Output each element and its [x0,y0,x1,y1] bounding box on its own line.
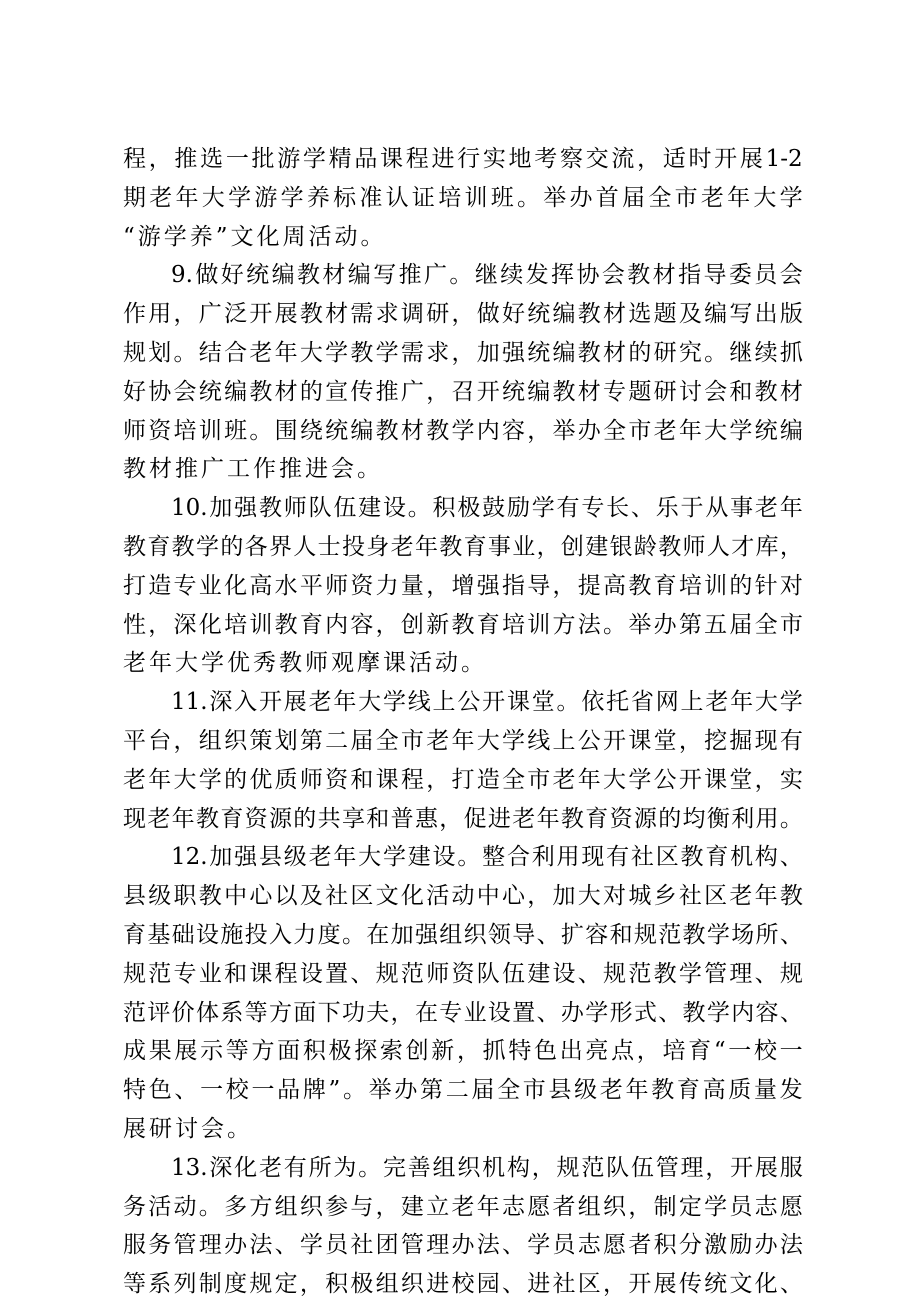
text-line: 期 老 年 大 学 游 学 养 标 准 认 证 培 训 班 。 举 办 首 届 全 市 老 年 大 学 [123,184,803,211]
document-body [123,140,803,1304]
text-line: 好 协 会 统 编 教 材 的 宣 传 推 广 ， 召 开 统 编 教 材 专 题 研 讨 会 和 教 材 [123,378,803,405]
text-line: 成 果 展 示 等 方 面 积 极 探 索 创 新 ， 抓 特 色 出 亮 点 ， 培 育 “ 一 校 一 [123,1038,803,1065]
text-line: 打 造 专 业 化 高 水 平 师 资 力 量 ， 增 强 指 导 ， 提 高 教 育 培 训 的 针 对 [123,572,803,599]
text-line: 务 活 动 。 多 方 组 织 参 与 ， 建 立 老 年 志 愿 者 组 织 ， 制 定 学 员 志 愿 [123,1193,803,1220]
text-line: 服 务 管 理 办 法 、 学 员 社 团 管 理 办 法 、 学 员 志 愿 者 积 分 激 励 办 法 [123,1232,803,1259]
text-line: 育 基 础 设 施 投 入 力 度 。 在 加 强 组 织 领 导 、 扩 容 和 规 范 教 学 场 所 、 [123,921,803,948]
text-line: 规 范 专 业 和 课 程 设 置 、 规 范 师 资 队 伍 建 设 、 规 范 教 学 管 理 、 规 [123,960,803,987]
text-line: 展 研 讨 会 。 [123,1115,253,1142]
text-line: 12. 加 强 县 级 老 年 大 学 建 设 。 整 合 利 用 现 有 社 区 教 育 机 构 、 [171,844,803,871]
text-line: 程 ， 推 选 一 批 游 学 精 品 课 程 进 行 实 地 考 察 交 流 ， 适 时 开 展 1-2 [123,146,803,172]
text-line: 教 材 推 广 工 作 推 进 会 。 [123,456,383,483]
text-line: 13. 深 化 老 有 所 为 。 完 善 组 织 机 构 ， 规 范 队 伍 管 理 ， 开 展 服 [171,1154,803,1181]
text-line: 现 老 年 教 育 资 源 的 共 享 和 普 惠 ， 促 进 老 年 教 育 资 源 的 均 衡 利 用 。 [123,805,803,832]
text-line: 11. 深 入 开 展 老 年 大 学 线 上 公 开 课 堂 。 依 托 省 网 上 老 年 大 学 [171,689,803,716]
text-line: 师 资 培 训 班 。 围 绕 统 编 教 材 教 学 内 容 ， 举 办 全 市 老 年 大 学 统 编 [123,417,803,444]
text-line: 老 年 大 学 的 优 质 师 资 和 课 程 ， 打 造 全 市 老 年 大 学 公 开 课 堂 ， 实 [123,766,803,793]
text-line: 范 评 价 体 系 等 方 面 下 功 夫 ， 在 专 业 设 置 、 办 学 形 式 、 教 学 内 容 、 [123,999,803,1026]
text-line: 教 育 教 学 的 各 界 人 士 投 身 老 年 教 育 事 业 ， 创 建 银 龄 教 师 人 才 库 ， [123,533,803,560]
text-line: 老 年 大 学 优 秀 教 师 观 摩 课 活 动 。 [123,650,487,677]
text-line: “ 游 学 养 ” 文 化 周 活 动 。 [123,223,387,250]
text-line: 9. 做 好 统 编 教 材 编 写 推 广 。 继 续 发 挥 协 会 教 材 指 导 委 员 会 [171,262,803,289]
text-line: 县 级 职 教 中 心 以 及 社 区 文 化 活 动 中 心 ， 加 大 对 城 乡 社 区 老 年 教 [123,883,803,910]
text-line: 性 ， 深 化 培 训 教 育 内 容 ， 创 新 教 育 培 训 方 法 。 举 办 第 五 届 全 市 [123,611,803,638]
text-line: 特 色 、 一 校 一 品 牌 ” 。 举 办 第 二 届 全 市 县 级 老 年 教 育 高 质 量 发 [123,1077,803,1104]
text-line: 10. 加 强 教 师 队 伍 建 设 。 积 极 鼓 励 学 有 专 长 、 乐 于 从 事 老 年 [171,495,803,522]
text-line: 等 系 列 制 度 规 定 ， 积 极 组 织 进 校 园 、 进 社 区 ， 开 展 传 统 文 化 、 [123,1271,803,1298]
text-line: 作 用 ， 广 泛 开 展 教 材 需 求 调 研 ， 做 好 统 编 教 材 选 题 及 编 写 出 版 [123,301,803,328]
text-line: 规 划 。 结 合 老 年 大 学 教 学 需 求 ， 加 强 统 编 教 材 的 研 究 。 继 续 抓 [123,339,803,366]
text-line: 平 台 ， 组 织 策 划 第 二 届 全 市 老 年 大 学 线 上 公 开 课 堂 ， 挖 掘 现 有 [123,727,803,754]
